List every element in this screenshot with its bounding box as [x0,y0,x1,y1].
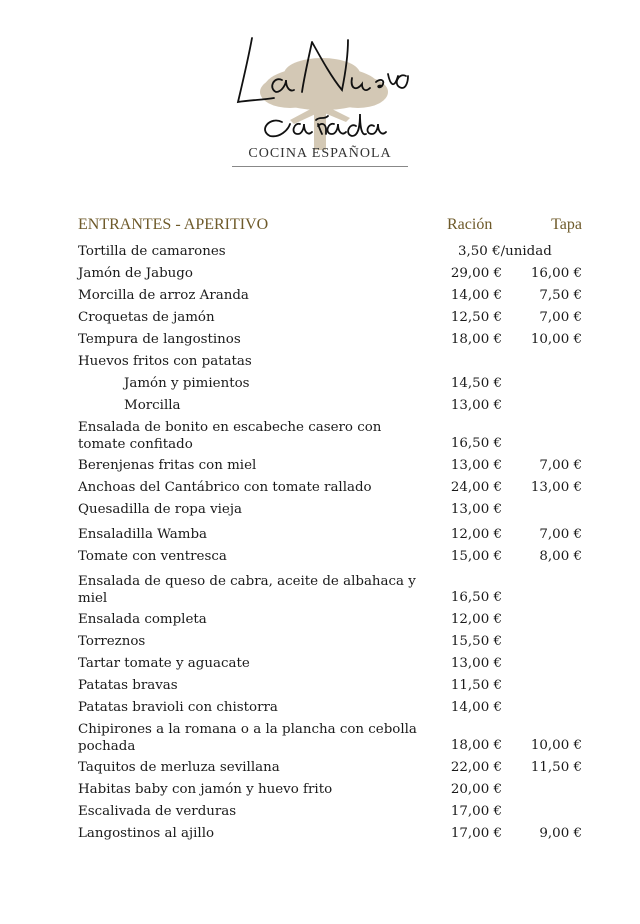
item-price-racion: 12,00 € [450,527,502,542]
item-price-racion: 29,00 € [450,266,502,281]
menu-subitem [78,373,584,395]
menu-item [78,631,584,653]
menu-item [78,697,584,719]
item-name: Tempura de langostinos [78,332,241,347]
menu-item [78,524,584,546]
menu-item [78,285,584,307]
menu-item [78,263,584,285]
item-name: Jamón y pimientos [124,376,250,391]
item-price-tapa: 13,00 € [530,480,582,495]
item-price-racion: 24,00 € [450,480,502,495]
item-price-racion: 16,50 € [450,436,502,451]
section-title: ENTRANTES - APERITIVO [78,216,269,233]
item-name: Croquetas de jamón [78,310,215,325]
menu-item [78,609,584,631]
menu-list [78,241,584,845]
menu-item [78,477,584,499]
item-name: Ensalada de bonito en escabeche casero con tomate confitado [78,420,382,452]
item-price-tapa: 9,00 € [539,826,582,841]
item-price-tapa: 7,50 € [539,288,582,303]
item-name: Patatas bravas [78,678,178,693]
item-price-racion: 20,00 € [450,782,502,797]
item-price-racion: 16,50 € [450,590,502,605]
item-price-tapa: 7,00 € [539,458,582,473]
item-price-tapa: 7,00 € [539,527,582,542]
menu-item-group [78,351,584,373]
item-name: Escalivada de verduras [78,804,237,819]
item-name: Quesadilla de ropa vieja [78,502,242,517]
menu-item [78,719,584,757]
item-price-racion: 14,50 € [450,376,502,391]
section-header [78,216,584,236]
item-name: Ensalada completa [78,612,207,627]
item-price-racion: 14,00 € [450,700,502,715]
item-name: Habitas baby con jamón y huevo frito [78,782,333,797]
item-unit-price: 3,50 €/unidad [458,244,552,259]
menu-item [78,417,584,455]
item-name: Chipirones a la romana o a la plancha con cebolla pochada [78,722,417,754]
menu-item [78,823,584,845]
item-price-racion: 12,50 € [450,310,502,325]
item-name: Jamón de Jabugo [78,266,193,281]
item-price-tapa: 11,50 € [530,760,582,775]
menu-item [78,779,584,801]
menu-item [78,546,584,568]
menu-item [78,571,584,609]
tree-logo-icon [230,30,410,150]
item-price-racion: 13,00 € [450,458,502,473]
item-price-tapa: 8,00 € [539,549,582,564]
menu-item [78,499,584,521]
item-name: Torreznos [78,634,146,649]
item-name: Patatas bravioli con chistorra [78,700,278,715]
item-price-racion: 17,00 € [450,804,502,819]
menu-item [78,675,584,697]
item-price-tapa: 10,00 € [530,332,582,347]
item-price-racion: 15,50 € [450,634,502,649]
logo-subtitle: COCINA ESPAÑOLA [248,146,392,161]
menu-item [78,653,584,675]
column-header-racion: Ración [447,216,493,233]
menu-item [78,757,584,779]
item-name: Ensaladilla Wamba [78,527,208,542]
item-name: Langostinos al ajillo [78,826,215,841]
item-name: Anchoas del Cantábrico con tomate rallado [78,480,372,495]
item-price-racion: 15,00 € [450,549,502,564]
item-price-racion: 17,00 € [450,826,502,841]
column-header-tapa: Tapa [551,216,582,233]
menu-subitem [78,395,584,417]
item-price-racion: 18,00 € [450,738,502,753]
item-name: Tortilla de camarones [78,244,226,259]
item-price-racion: 13,00 € [450,656,502,671]
item-name: Berenjenas fritas con miel [78,458,257,473]
item-name: Tartar tomate y aguacate [78,656,250,671]
logo-divider [232,166,408,167]
menu-item [78,307,584,329]
item-name: Huevos fritos con patatas [78,354,252,369]
item-name: Morcilla [124,398,181,413]
restaurant-logo [230,30,410,170]
menu-item [78,241,584,263]
item-name: Taquitos de merluza sevillana [78,760,280,775]
item-price-racion: 14,00 € [450,288,502,303]
item-price-racion: 13,00 € [450,398,502,413]
menu-item [78,329,584,351]
item-price-racion: 12,00 € [450,612,502,627]
item-price-tapa: 16,00 € [530,266,582,281]
menu-item [78,801,584,823]
item-price-racion: 18,00 € [450,332,502,347]
item-name: Ensalada de queso de cabra, aceite de albahaca y miel [78,574,416,606]
item-price-tapa: 7,00 € [539,310,582,325]
item-name: Morcilla de arroz Aranda [78,288,249,303]
item-price-racion: 22,00 € [450,760,502,775]
item-price-racion: 13,00 € [450,502,502,517]
item-name: Tomate con ventresca [78,549,227,564]
menu-item [78,455,584,477]
item-price-racion: 11,50 € [450,678,502,693]
item-price-tapa: 10,00 € [530,738,582,753]
